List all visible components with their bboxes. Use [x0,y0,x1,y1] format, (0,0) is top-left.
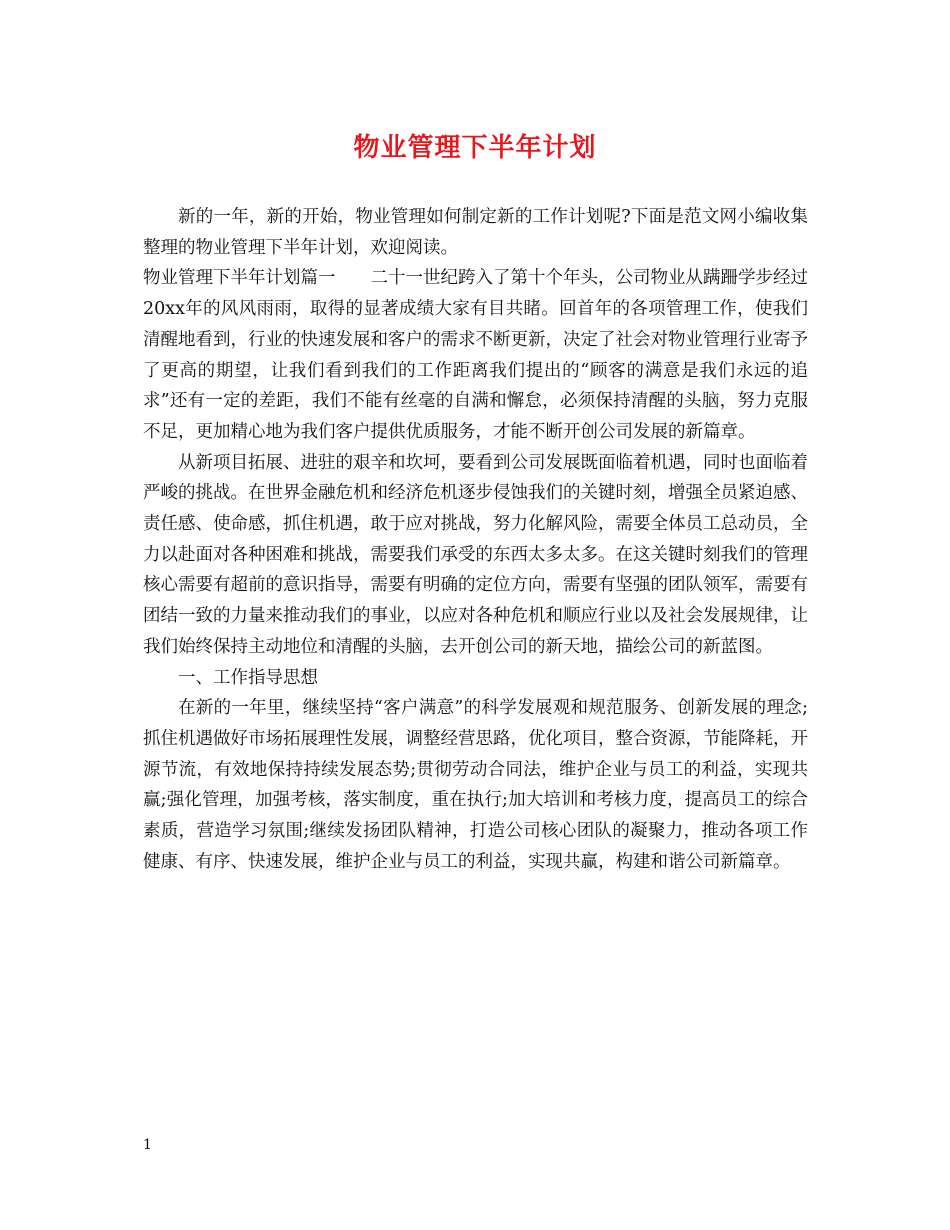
section-one-paragraph: 物业管理下半年计划篇一 二十一世纪跨入了第十个年头，公司物业从蹒跚学步经过20xx年的风风雨雨，取得的显著成绩大家有目共睹。回首年的各项管理工作，使我们清醒地看到，行业的快速发展和客户的需求不断更新，决定了社会对物业管理行业寄予了更高的期望，让我们看到我们的工作距离我们提出的“顾客的满意是我们永远的追求”还有一定的差距，我们不能有丝毫的自满和懈怠，必须保持清醒的头脑，努力克服不足，更加精心地为我们客户提供优质服务，才能不断开创公司发展的新篇章。 [143,268,808,442]
document-body [143,202,808,877]
intro-paragraph: 新的一年，新的开始，物业管理如何制定新的工作计划呢?下面是范文网小编收集整理的物业管理下半年计划，欢迎阅读。 [143,207,808,258]
guiding-ideology-heading: 一、工作指导思想 [178,667,318,688]
guiding-ideology-paragraph: 在新的一年里，继续坚持“客户满意”的科学发展观和规范服务、创新发展的理念;抓住机遇做好市场拓展理性发展，调整经营思路，优化项目，整合资源，节能降耗，开源节流，有效地保持持续发展态势;贯彻劳动合同法，维护企业与员工的利益，实现共赢;强化管理，加强考核，落实制度，重在执行;加大培训和考核力度，提高员工的综合素质，营造学习氛围;继续发扬团队精神，打造公司核心团队的凝聚力，推动各项工作健康、有序、快速发展，维护企业与员工的利益，实现共赢，构建和谐公司新篇章。 [143,698,808,872]
challenge-paragraph: 从新项目拓展、进驻的艰辛和坎坷，要看到公司发展既面临着机遇，同时也面临着严峻的挑战。在世界金融危机和经济危机逐步侵蚀我们的关键时刻，增强全员紧迫感、责任感、使命感，抓住机遇，敢于应对挑战，努力化解风险，需要全体员工总动员，全力以赴面对各种困难和挑战，需要我们承受的东西太多太多。在这关键时刻我们的管理核心需要有超前的意识指导，需要有明确的定位方向，需要有坚强的团队领军，需要有团结一致的力量来推动我们的事业，以应对各种危机和顺应行业以及社会发展规律，让我们始终保持主动地位和清醒的头脑，去开创公司的新天地，描绘公司的新蓝图。 [143,452,808,657]
page-number: 1 [143,1137,152,1153]
document-title: 物业管理下半年计划 [353,133,597,163]
